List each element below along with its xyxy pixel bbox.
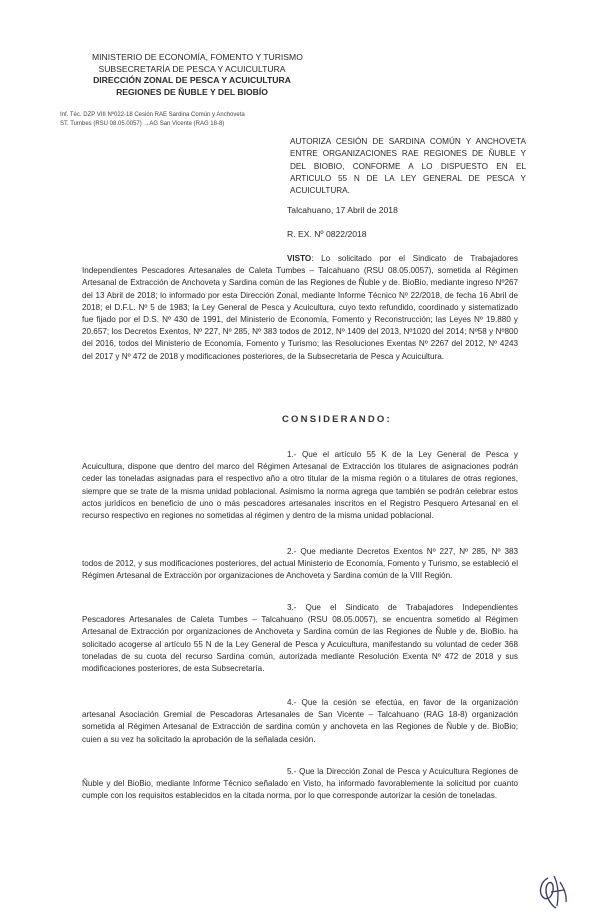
visto-paragraph	[82, 253, 518, 363]
considerando-lead: 3.- Que el Sindicato de Trabajadores Independientes	[287, 603, 518, 612]
resolution-subject: AUTORIZA CESIÓN DE SARDINA COMÚN Y ANCHOVETA ENTRE ORGANIZACIONES RAE REGIONES DE ÑUBLE Y DEL BIOBIO, CONFORME A LO DISPUESTO EN EL ARTICULO 55 N DE LA LEY GENERAL DE PESCA Y ACUICULTURA.	[290, 137, 526, 196]
considerando-lead: 5.- Que la Dirección Zonal de Pesca y Acuicultura	[287, 767, 470, 776]
handwritten-initials	[534, 872, 572, 912]
considerando-item	[82, 602, 518, 675]
reference-note	[60, 111, 245, 128]
resolution-number: R. EX. Nº 0822/2018	[287, 229, 367, 239]
considerando-lead: 2.- Que mediante Decretos Exentos Nº 227, Nº 285, Nº	[287, 547, 501, 556]
considerando-text: Pescadores Artesanales de Caleta Tumbes – Talcahuano (RSU 08.05.0057), se encuentra sometido al Régimen Artesanal de Extracción por organizaciones de Anchoveta y Sardina común de las Regiones de Ñuble y de. BioBio. ha solicitado acogerse al artículo 55 N de la Ley General de Pesca y Acuicultura, manifestando su voluntad de ceder 368 toneladas de su cuota del recurso Sardina común, autorizada mediante Resolución Exenta Nº 472 de 2018 y sus modificaciones posteriores, de esta Subsecretaría.	[82, 615, 518, 674]
reference-line: Inf. Téc. DZP VIII Nº022-18 Cesión RAE Sardina Común y Anchoveta	[60, 112, 245, 118]
considerando-text: Regiones de Ñuble y del BioBio, mediante Informe Técnico señalado en Visto, ha informado favorablemente la solicitud por cuanto cumple con los requisitos establecidos en la citada norma, por lo que corresponde autorizar la cesión de toneladas.	[82, 767, 518, 801]
ministry-name: MINISTERIO DE ECONOMÍA, FOMENTO Y TURISMO	[92, 52, 303, 62]
considerando-heading: CONSIDERANDO:	[282, 414, 392, 425]
considerando-text: Acuicultura, dispone que dentro del marco del Régimen Artesanal de Extracción los titulares de asignaciones podrán ceder las toneladas asignadas para el respectivo año a otro titular de la misma región o a titulares de otras regiones, siempre que se trate de la misma unidad poblacional. Asimismo la norma agrega que también se podrán celebrar estos actos jurídicos en beneficio de uno o más pescadores artesanales inscritos en el Registro Pesquero Artesanal en el recurso respectivo en regiones no sometidas al régimen y dentro de la misma unidad poblacional.	[82, 462, 518, 521]
letterhead	[92, 52, 303, 98]
considerando-lead: 4.- Que la cesión se efectúa, en favor de la	[287, 698, 467, 707]
reference-line: ST. Tumbes (RSU 08.05.0057) →AG San Vicente (RAG 18-8)	[60, 120, 225, 127]
considerando-item	[82, 766, 518, 803]
resolution-date: Talcahuano, 17 Abril de 2018	[287, 205, 398, 215]
regiones-name: REGIONES DE ÑUBLE Y DEL BIOBÍO	[116, 86, 268, 97]
considerando-item	[82, 546, 518, 583]
direccion-zonal-name: DIRECCIÓN ZONAL DE PESCA Y ACUICULTURA	[93, 75, 291, 85]
considerando-lead: 1.- Que el artículo 55 K de la Ley General de Pesca y	[287, 450, 518, 459]
considerando-item	[82, 697, 518, 746]
subsecretaria-name: SUBSECRETARÍA DE PESCA Y ACUICULTURA	[98, 63, 286, 74]
considerando-text: organización artesanal Asociación Gremial de Pescadoras Artesanales de San Vicente – Talcahuano (RAG 18-8) organización sometida al Régimen Artesanal de Extracción de sardina común y anchoveta en las Regiones de Ñuble y de. BioBio; cuien a su vez ha solicitado la aprobación de la señalada cesión.	[82, 698, 518, 744]
visto-label: VISTO	[287, 254, 312, 263]
considerando-text: 383 todos de 2012, y sus modificaciones posteriores, del actual Ministerio de Economía, Fomento y Turismo, se estableció el Régimen Artesanal de Extracción por organizaciones de Anchoveta y Sardina común de la VIII Región.	[82, 547, 518, 581]
considerando-item	[82, 449, 518, 522]
visto-text: : Lo solicitado por el Sindicato de Trabajadores Independientes Pescadores Artesanales de Caleta Tumbes – Talcahuano (RSU 08.05.0057), sometida al Régimen Artesanal de Extracción de Anchoveta y Sardina común de las Regiones de Ñuble y de. BioBio, mediante ingreso Nº267 del 13 Abril de 2018; lo informado por esta Dirección Zonal, mediante Informe Técnico Nº 22/2018, de fecha 16 Abril de 2018; el D.F.L. Nº 5 de 1983; la Ley General de Pesca y Acuicultura, cuyo texto refundido, coordinado y sistematizado fue fijado por el D.S. Nº 430 de 1991, del Ministerio de Economía, Fomento y Reconstrucción; las Leyes Nº 19.880 y 20.657; los Decretos Exentos, Nº 227, Nº 285, Nº 383 todos de 2012, Nº 1409 del 2013, Nº1020 del 2014; Nº58 y Nº800 del 2016, todos del Ministerio de Economía, Fomento y Turismo; las Resoluciones Exentas Nº 2267 del 2012, Nº 4243 del 2017 y Nº 472 de 2018 y modificaciones posteriores, de la Subsecretaria de Pesca y Acuicultura.	[82, 254, 518, 361]
